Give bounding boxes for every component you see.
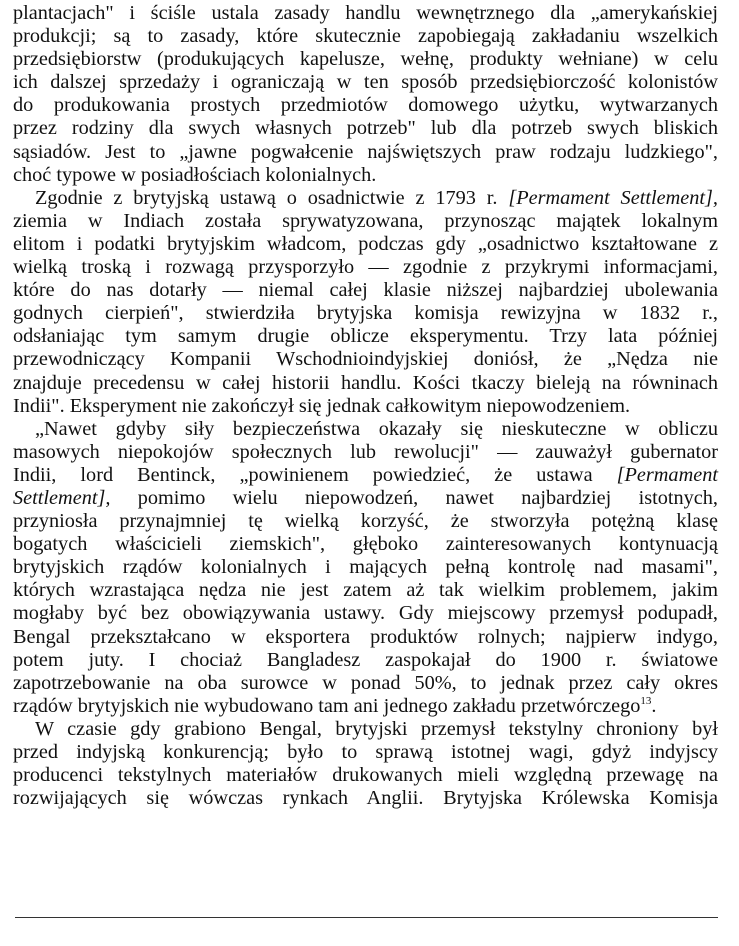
text-line: mogłaby być bez obowiązywania ustawy. Gdy miejscowy przemysł podupadł, [13, 602, 718, 625]
text-line: produkcji; są to zasady, które skutecznie zapobiegają zakładaniu wszelkich [13, 25, 718, 48]
text-line: znajduje precedensu w całej historii handlu. Kości tkaczy bieleją na równinach [13, 371, 718, 394]
text-line: bogatych właścicieli ziemskich", głęboko zainteresowanych kontynuacją [13, 533, 718, 556]
line-text: pomimo wielu niepowodzeń, nawet najbardziej istotnych, [110, 486, 718, 509]
text-line: przez rodziny dla swych własnych potrzeb" lub dla potrzeb swych bliskich [13, 117, 718, 140]
footnote-separator [15, 917, 718, 918]
line-text: Zgodnie z brytyjską ustawą o osadnictwie z 1793 r. [35, 186, 509, 209]
italic-term: Settlement], [13, 486, 111, 509]
text-line [13, 464, 718, 487]
text-line: które do nas dotarły — niemal całej klasie niższej najbardziej ubolewania [13, 279, 718, 302]
text-line: potem juty. I chociaż Bangladesz zaspokajał do 1900 r. światowe [13, 648, 718, 671]
text-line: przyniosła przynajmniej tę wielką korzyść, że stworzyła potężną klasę [13, 510, 718, 533]
footnote-ref[interactable]: 13 [640, 694, 652, 707]
text-line: ziemia w Indiach została sprywatyzowana, przynosząc majątek lokalnym [13, 209, 718, 232]
line-text: rządów brytyjskich nie wybudowano tam ani jednego zakładu przetwórczego [13, 694, 641, 717]
text-line [13, 695, 718, 718]
text-line: elitom i podatki brytyjskim władcom, podczas gdy „osadnictwo kształtowane z [13, 232, 718, 255]
text-line: producenci tekstylnych materiałów drukowanych mieli względną przewagę na [13, 764, 718, 787]
text-line: przedsiębiorstw (produkujących kapelusze, wełnę, produkty wełniane) w celu [13, 48, 718, 71]
text-line: W czasie gdy grabiono Bengal, brytyjski przemysł tekstylny chroniony był [35, 717, 718, 740]
text-line: godnych cierpień", stwierdziła brytyjska komisja rewizyjna w 1832 r., [13, 302, 718, 325]
text-line: których wzrastająca nędza nie jest zatem aż tak wielkim problemem, jakim [13, 579, 718, 602]
document-body [13, 2, 718, 810]
text-line [13, 187, 718, 210]
text-line [13, 487, 718, 510]
text-line: brytyjskich rządów kolonialnych i mających pełną kontrolę nad masami", [13, 556, 718, 579]
text-line: plantacjach" i ściśle ustala zasady handlu wewnętrznego dla „amerykańskiej [13, 2, 718, 24]
text-line: Bengal przekształcano w eksportera produktów rolnych; najpierw indygo, [13, 625, 718, 648]
text-line: rozwijających się wówczas rynkach Anglii. Brytyjska Królewska Komisja [13, 787, 718, 810]
text-line: przed indyjską konkurencją; było to sprawą istotnej wagi, gdyż indyjscy [13, 741, 718, 763]
text-line: zapotrzebowanie na oba surowce w ponad 50%, to jednak przez cały okres [13, 671, 718, 694]
text-line: wielką troską i rozwagą przysporzyło — zgodnie z przykrymi informacjami, [13, 256, 718, 279]
italic-term: [Permament [616, 463, 718, 486]
text-line: odsłaniając tym samym drugie oblicze eksperymentu. Trzy lata później [13, 325, 718, 348]
text-line: masowych niepokojów społecznych lub rewolucji" — zauważył gubernator [13, 440, 718, 463]
line-text: Indii, lord Bentinck, „powinienem powiedzieć, że ustawa [13, 463, 617, 486]
text-line: sąsiadów. Jest to „jawne pogwałcenie najświętszych praw rodzaju ludzkiego", [13, 140, 718, 163]
text-line: ich dalszej sprzedaży i ograniczają w ten sposób przedsiębiorczość kolonistów [13, 71, 718, 94]
line-text: . [651, 694, 657, 717]
text-line: przewodniczący Kompanii Wschodnioindyjskiej doniósł, że „Nędza nie [13, 348, 718, 371]
italic-term: [Permament Settlement], [508, 186, 718, 209]
text-line: Indii". Eksperyment nie zakończył się jednak całkowitym niepowodzeniem. [13, 394, 631, 417]
text-line: do produkowania prostych przedmiotów domowego użytku, wytwarzanych [13, 94, 718, 117]
text-line: „Nawet gdyby siły bezpieczeństwa okazały się nieskuteczne w obliczu [35, 417, 718, 440]
text-line: choć typowe w posiadłościach kolonialnych. [13, 163, 377, 186]
